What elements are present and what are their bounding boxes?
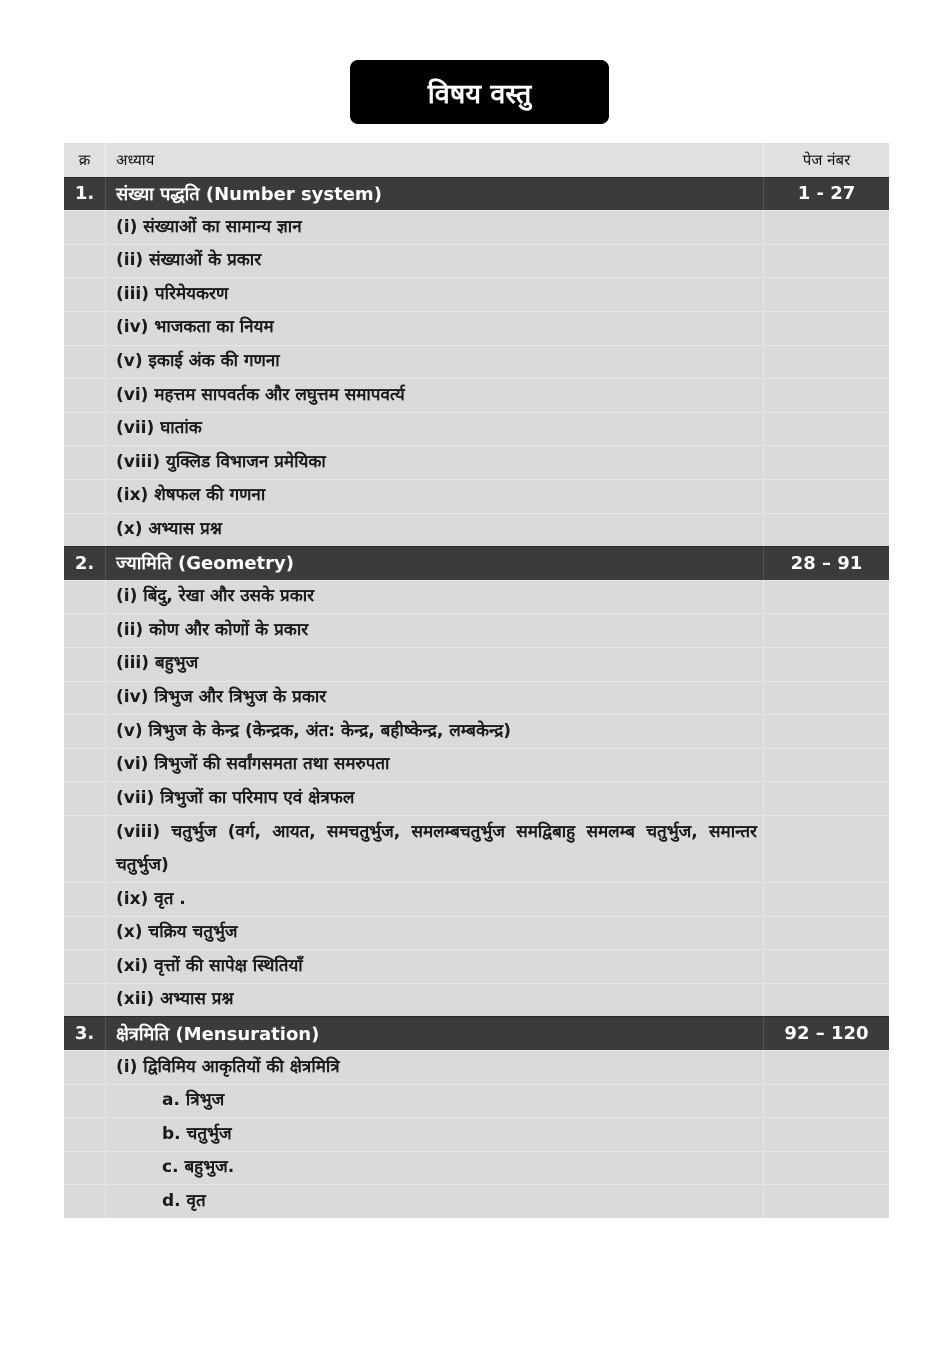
subtopic-row[interactable] <box>64 1084 889 1118</box>
topic-label: (i) बिंदु, रेखा और उसके प्रकार <box>105 581 763 614</box>
topic-row[interactable] <box>64 1050 889 1084</box>
topic-label: (iv) भाजकता का नियम <box>105 312 763 345</box>
topic-row[interactable] <box>64 815 889 882</box>
topic-row[interactable] <box>64 277 889 311</box>
topic-label: (xii) अभ्यास प्रश्न <box>105 984 763 1017</box>
topic-label: (viii) युक्लिड विभाजन प्रमेयिका <box>105 446 763 479</box>
subtopic-row[interactable] <box>64 1151 889 1185</box>
subtopic-label: b. चतुर्भुज <box>105 1118 763 1151</box>
topic-label: (v) त्रिभुज के केन्द्र (केन्द्रक, अंत: केन्द्र, बहीष्केन्द्र, लम्बकेन्द्र) <box>105 715 763 748</box>
topic-label: (vi) महत्तम सापवर्तक और लघुत्तम समापवर्त्य <box>105 379 763 412</box>
topic-row[interactable] <box>64 647 889 681</box>
toc-header-row <box>64 143 889 177</box>
chapter-row[interactable] <box>64 177 889 211</box>
topic-label: (i) द्विविमिय आकृतियों की क्षेत्रमित्रि <box>105 1051 763 1084</box>
chapter-num: 3. <box>74 1023 95 1045</box>
topic-row[interactable] <box>64 210 889 244</box>
chapter-title: संख्या पद्धति (Number system) <box>105 178 763 211</box>
header-chapter: अध्याय <box>105 143 763 177</box>
topic-label: (ix) वृत . <box>105 883 763 916</box>
chapter-pages: 1 - 27 <box>763 178 889 211</box>
topic-label: (vii) घातांक <box>105 413 763 446</box>
topic-label: (x) अभ्यास प्रश्न <box>105 514 763 547</box>
chapter-title: क्षेत्रमिति (Mensuration) <box>105 1017 763 1050</box>
topic-label: (vii) त्रिभुजों का परिमाप एवं क्षेत्रफल <box>105 782 763 815</box>
topic-row[interactable] <box>64 748 889 782</box>
chapter-title: ज्यामिति (Geometry) <box>105 547 763 580</box>
table-of-contents <box>64 143 889 1218</box>
topic-row[interactable] <box>64 781 889 815</box>
subtopic-label: d. वृत <box>105 1185 763 1218</box>
chapter-pages: 92 – 120 <box>763 1017 889 1050</box>
topic-row[interactable] <box>64 983 889 1017</box>
topic-row[interactable] <box>64 681 889 715</box>
topic-row[interactable] <box>64 412 889 446</box>
topic-row[interactable] <box>64 580 889 614</box>
topic-label: (ix) शेषफल की गणना <box>105 480 763 513</box>
header-page: पेज नंबर <box>763 143 889 177</box>
topic-row[interactable] <box>64 882 889 916</box>
topic-label: (iii) बहुभुज <box>105 648 763 681</box>
topic-row[interactable] <box>64 479 889 513</box>
topic-label: (x) चक्रिय चतुर्भुज <box>105 917 763 950</box>
topic-row[interactable] <box>64 613 889 647</box>
topic-label: (ii) संख्याओं के प्रकार <box>105 245 763 278</box>
chapter-pages: 28 – 91 <box>763 547 889 580</box>
topic-label: (iv) त्रिभुज और त्रिभुज के प्रकार <box>105 682 763 715</box>
topic-row[interactable] <box>64 345 889 379</box>
topic-label: (viii) चतुर्भुज (वर्ग, आयत, समचतुर्भुज, समलम्बचतुर्भुज समद्विबाहु समलम्ब चतुर्भुज, समान्तर चतुर्भुज) <box>105 816 763 882</box>
subtopic-row[interactable] <box>64 1184 889 1218</box>
topic-label: (i) संख्याओं का सामान्य ज्ञान <box>105 211 763 244</box>
topic-row[interactable] <box>64 714 889 748</box>
topic-label: (v) इकाई अंक की गणना <box>105 346 763 379</box>
topic-label: (ii) कोण और कोणों के प्रकार <box>105 614 763 647</box>
chapter-num: 2. <box>74 552 95 574</box>
topic-row[interactable] <box>64 949 889 983</box>
header-num: क्र <box>78 150 91 169</box>
topic-row[interactable] <box>64 311 889 345</box>
chapter-row[interactable] <box>64 1016 889 1050</box>
topic-label: (xi) वृत्तों की सापेक्ष स्थितियाँ <box>105 950 763 983</box>
topic-row[interactable] <box>64 513 889 547</box>
page-title: विषय वस्तु <box>350 60 609 124</box>
topic-label: (vi) त्रिभुजों की सर्वांगसमता तथा समरुपता <box>105 749 763 782</box>
subtopic-label: a. त्रिभुज <box>105 1085 763 1118</box>
chapter-row[interactable] <box>64 546 889 580</box>
topic-row[interactable] <box>64 445 889 479</box>
topic-row[interactable] <box>64 916 889 950</box>
subtopic-row[interactable] <box>64 1117 889 1151</box>
subtopic-label: c. बहुभुज. <box>105 1152 763 1185</box>
topic-row[interactable] <box>64 378 889 412</box>
chapter-num: 1. <box>74 183 95 205</box>
topic-label: (iii) परिमेयकरण <box>105 278 763 311</box>
topic-row[interactable] <box>64 244 889 278</box>
